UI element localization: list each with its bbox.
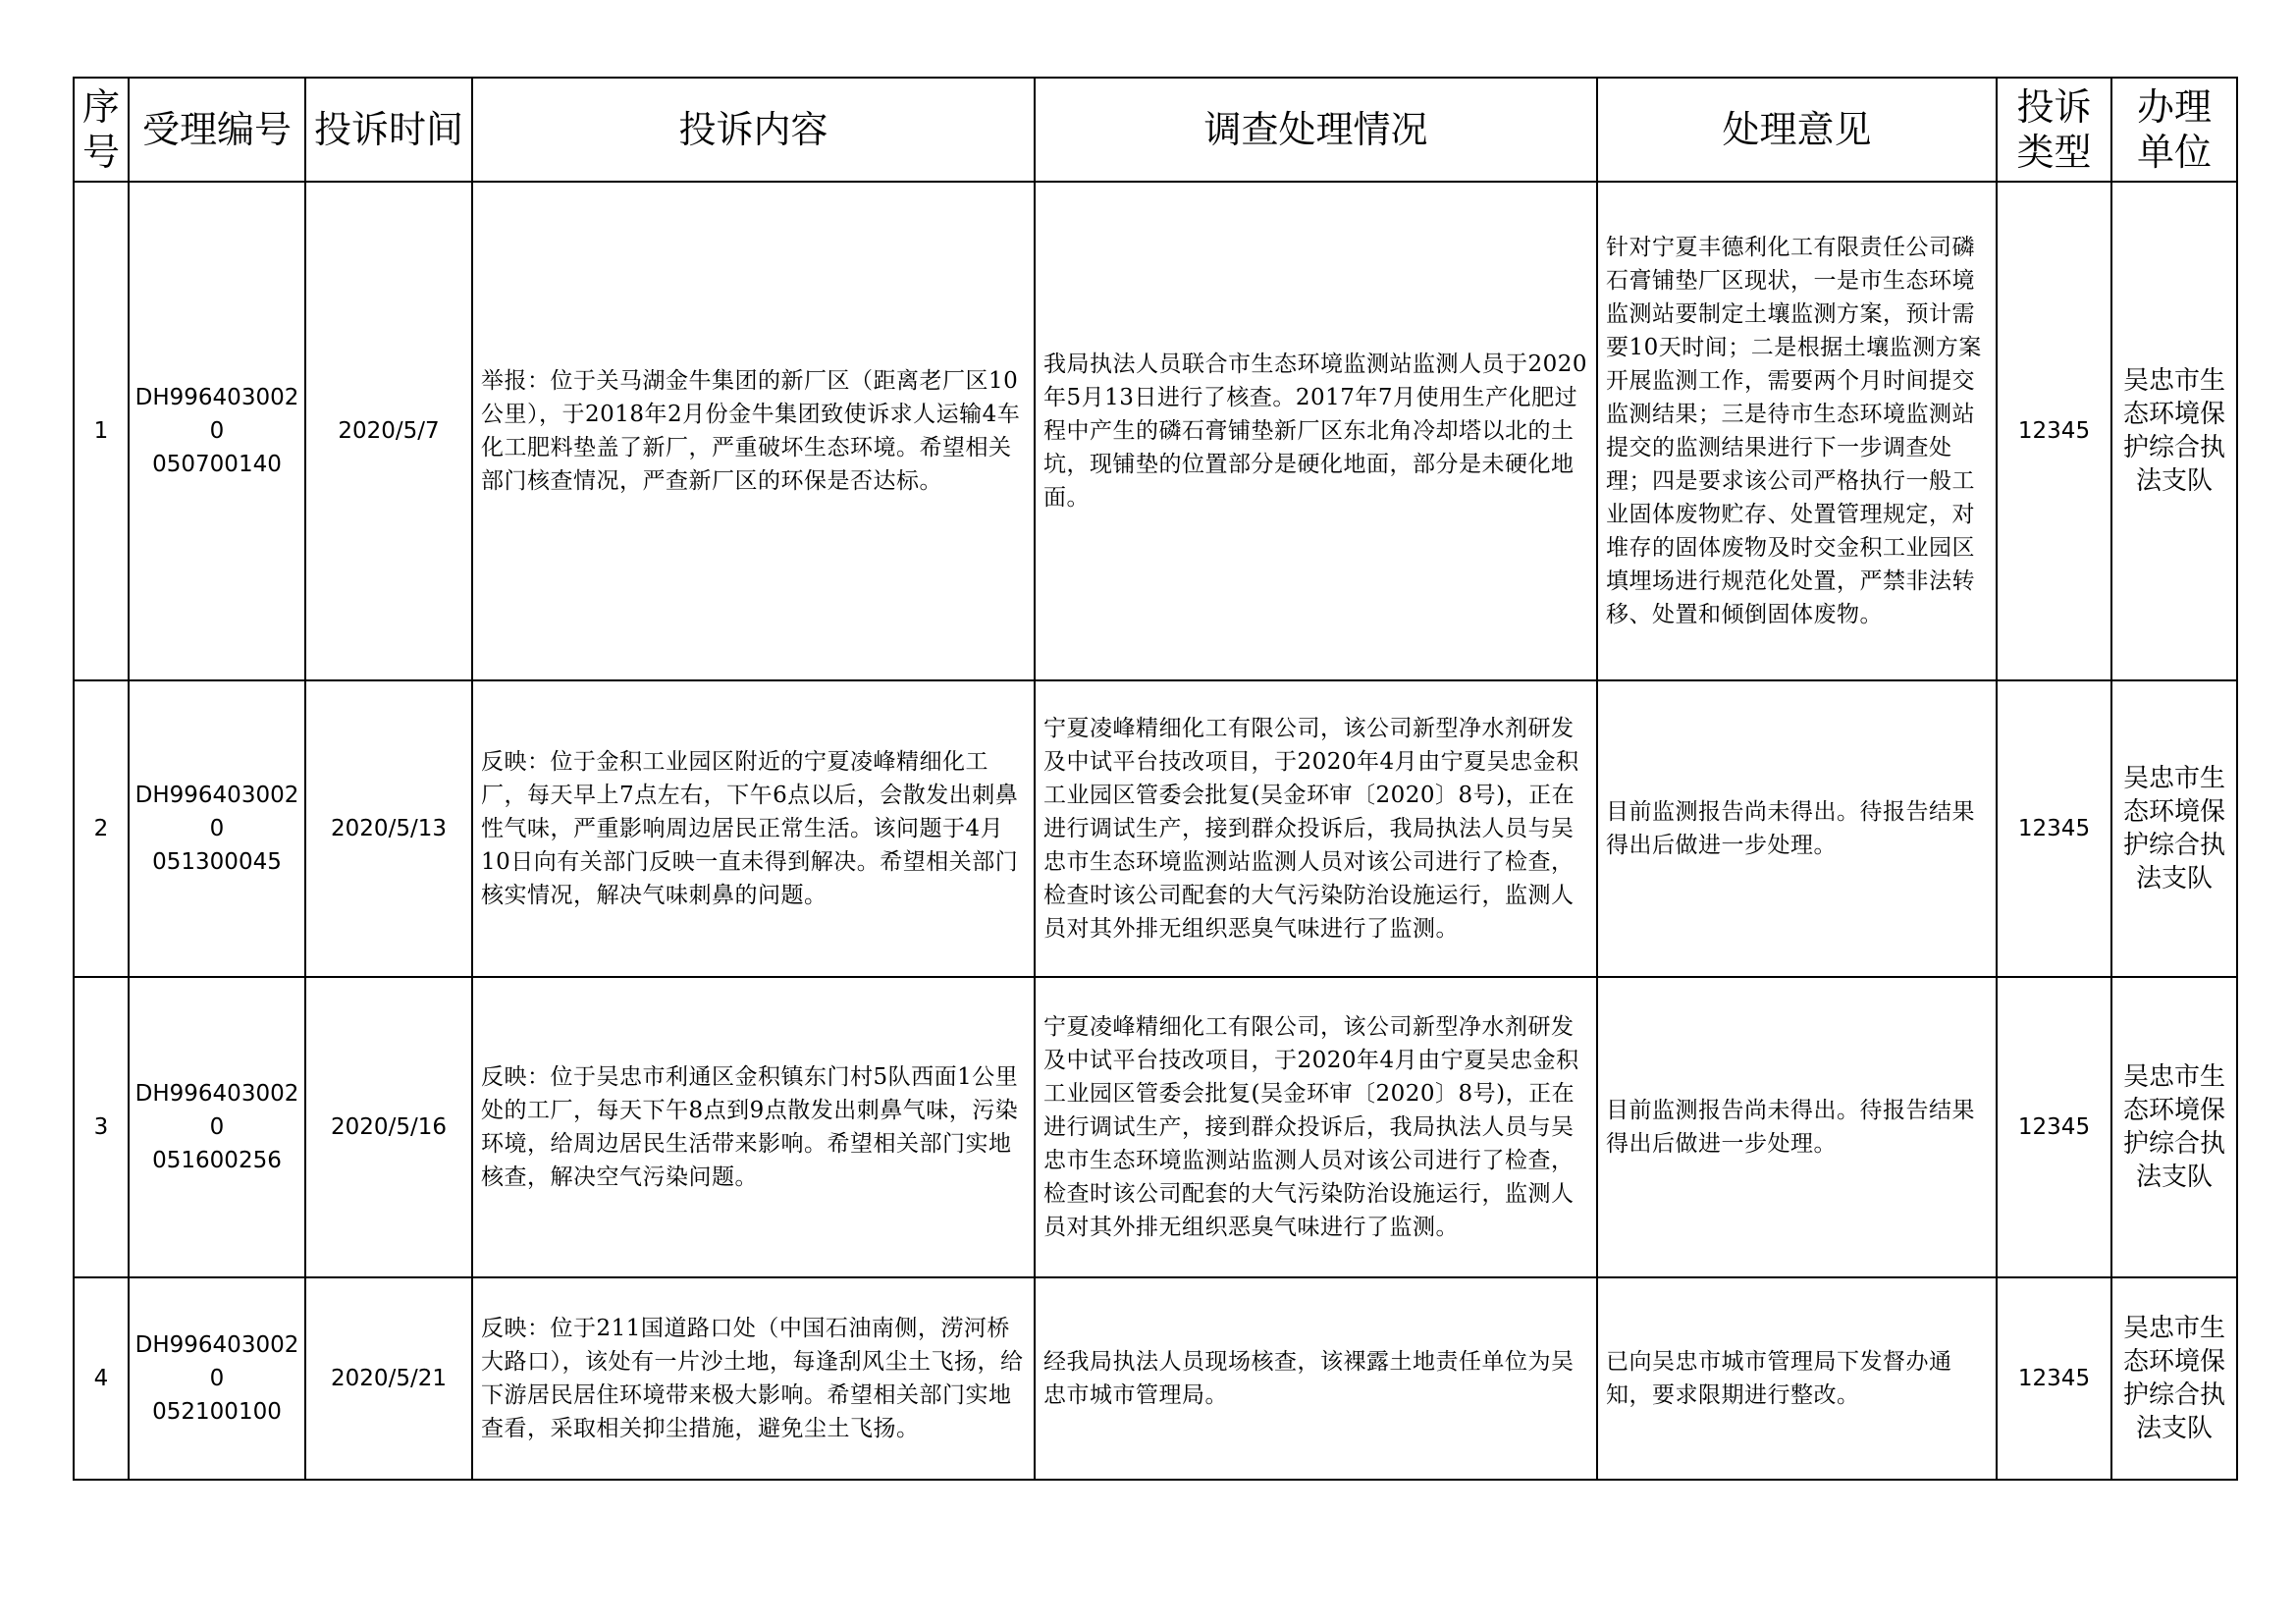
cell-time: 2020/5/21 bbox=[305, 1277, 472, 1480]
cell-investigation: 我局执法人员联合市生态环境监测站监测人员于2020年5月13日进行了核查。2017年7月使用生产化肥过程中产生的磷石膏铺垫新厂区东北角冷却塔以北的土坑，现铺垫的位置部分是硬化地面，部分是未硬化地面。 bbox=[1035, 182, 1597, 680]
header-complaint-type: 投诉 类型 bbox=[1997, 78, 2111, 182]
cell-seq: 4 bbox=[74, 1277, 129, 1480]
cell-unit: 吴忠市生态环境保护综合执法支队 bbox=[2111, 680, 2237, 977]
table-row bbox=[74, 680, 2237, 977]
cell-content: 反映：位于金积工业园区附近的宁夏凌峰精细化工厂，每天早上7点左右，下午6点以后，会散发出刺鼻性气味，严重影响周边居民正常生活。该问题于4月10日向有关部门反映一直未得到解决。希望相关部门核实情况，解决气味刺鼻的问题。 bbox=[472, 680, 1035, 977]
table-row bbox=[74, 182, 2237, 680]
cell-opinion: 目前监测报告尚未得出。待报告结果得出后做进一步处理。 bbox=[1597, 977, 1997, 1277]
cell-time: 2020/5/16 bbox=[305, 977, 472, 1277]
header-complaint-content: 投诉内容 bbox=[472, 78, 1035, 182]
cell-type: 12345 bbox=[1997, 680, 2111, 977]
cell-opinion: 针对宁夏丰德利化工有限责任公司磷石膏铺垫厂区现状，一是市生态环境监测站要制定土壤监测方案，预计需要10天时间；二是根据土壤监测方案开展监测工作，需要两个月时间提交监测结果；三是待市生态环境监测站提交的监测结果进行下一步调查处理；四是要求该公司严格执行一般工业固体废物贮存、处置管理规定，对堆存的固体废物及时交金积工业园区填埋场进行规范化处置，严禁非法转移、处置和倾倒固体废物。 bbox=[1597, 182, 1997, 680]
cell-acceptance-no: DH9964030020 052100100 bbox=[129, 1277, 305, 1480]
cell-unit: 吴忠市生态环境保护综合执法支队 bbox=[2111, 977, 2237, 1277]
header-seq: 序 号 bbox=[74, 78, 129, 182]
cell-unit: 吴忠市生态环境保护综合执法支队 bbox=[2111, 1277, 2237, 1480]
cell-type: 12345 bbox=[1997, 182, 2111, 680]
cell-time: 2020/5/13 bbox=[305, 680, 472, 977]
cell-seq: 2 bbox=[74, 680, 129, 977]
cell-content: 反映：位于211国道路口处（中国石油南侧，涝河桥大路口），该处有一片沙土地，每逢刮风尘土飞扬，给下游居民居住环境带来极大影响。希望相关部门实地查看，采取相关抑尘措施，避免尘土飞扬。 bbox=[472, 1277, 1035, 1480]
header-acceptance-no: 受理编号 bbox=[129, 78, 305, 182]
cell-acceptance-no: DH9964030020 051600256 bbox=[129, 977, 305, 1277]
investigation-text: 宁夏凌峰精细化工有限公司，该公司新型净水剂研发及中试平台技改项目，于2020年4月由宁夏吴忠金积工业园区管委会批复(吴金环审〔2020〕8号)，正在进行调试生产，接到群众投诉后，我局执法人员与吴忠市生态环境监测站监测人员对该公司进行了检查，检查时该公司配套的大气污染防治设施运行，监测人员对其外排无组织恶臭气味进行了监测。 bbox=[1043, 1014, 1579, 1240]
cell-investigation: 经我局执法人员现场核查，该裸露土地责任单位为吴忠市城市管理局。 bbox=[1035, 1277, 1597, 1480]
complaint-table bbox=[73, 77, 2238, 1481]
header-investigation: 调查处理情况 bbox=[1035, 78, 1597, 182]
investigation-text: 宁夏凌峰精细化工有限公司，该公司新型净水剂研发及中试平台技改项目，于2020年4月由宁夏吴忠金积工业园区管委会批复(吴金环审〔2020〕8号)，正在进行调试生产，接到群众投诉后，我局执法人员与吴忠市生态环境监测站监测人员对该公司进行了检查，检查时该公司配套的大气污染防治设施运行，监测人员对其外排无组织恶臭气味进行了监测。 bbox=[1043, 716, 1579, 942]
cell-investigation bbox=[1035, 977, 1597, 1277]
cell-unit: 吴忠市生态环境保护综合执法支队 bbox=[2111, 182, 2237, 680]
header-opinion: 处理意见 bbox=[1597, 78, 1997, 182]
header-complaint-time: 投诉时间 bbox=[305, 78, 472, 182]
cell-acceptance-no: DH9964030020 050700140 bbox=[129, 182, 305, 680]
complaint-table-sheet bbox=[73, 77, 2236, 1481]
cell-opinion: 目前监测报告尚未得出。待报告结果得出后做进一步处理。 bbox=[1597, 680, 1997, 977]
cell-seq: 3 bbox=[74, 977, 129, 1277]
cell-time: 2020/5/7 bbox=[305, 182, 472, 680]
cell-content: 反映：位于吴忠市利通区金积镇东门村5队西面1公里处的工厂，每天下午8点到9点散发出刺鼻气味，污染环境，给周边居民生活带来影响。希望相关部门实地核查，解决空气污染问题。 bbox=[472, 977, 1035, 1277]
cell-content: 举报：位于关马湖金牛集团的新厂区（距离老厂区10公里），于2018年2月份金牛集团致使诉求人运输4车化工肥料垫盖了新厂，严重破坏生态环境。希望相关部门核查情况，严查新厂区的环保是否达标。 bbox=[472, 182, 1035, 680]
header-handling-unit: 办理 单位 bbox=[2111, 78, 2237, 182]
table-row bbox=[74, 1277, 2237, 1480]
header-row bbox=[74, 78, 2237, 182]
table-row bbox=[74, 977, 2237, 1277]
cell-acceptance-no: DH9964030020 051300045 bbox=[129, 680, 305, 977]
cell-type: 12345 bbox=[1997, 977, 2111, 1277]
cell-investigation bbox=[1035, 680, 1597, 977]
cell-type: 12345 bbox=[1997, 1277, 2111, 1480]
cell-seq: 1 bbox=[74, 182, 129, 680]
cell-opinion: 已向吴忠市城市管理局下发督办通知，要求限期进行整改。 bbox=[1597, 1277, 1997, 1480]
